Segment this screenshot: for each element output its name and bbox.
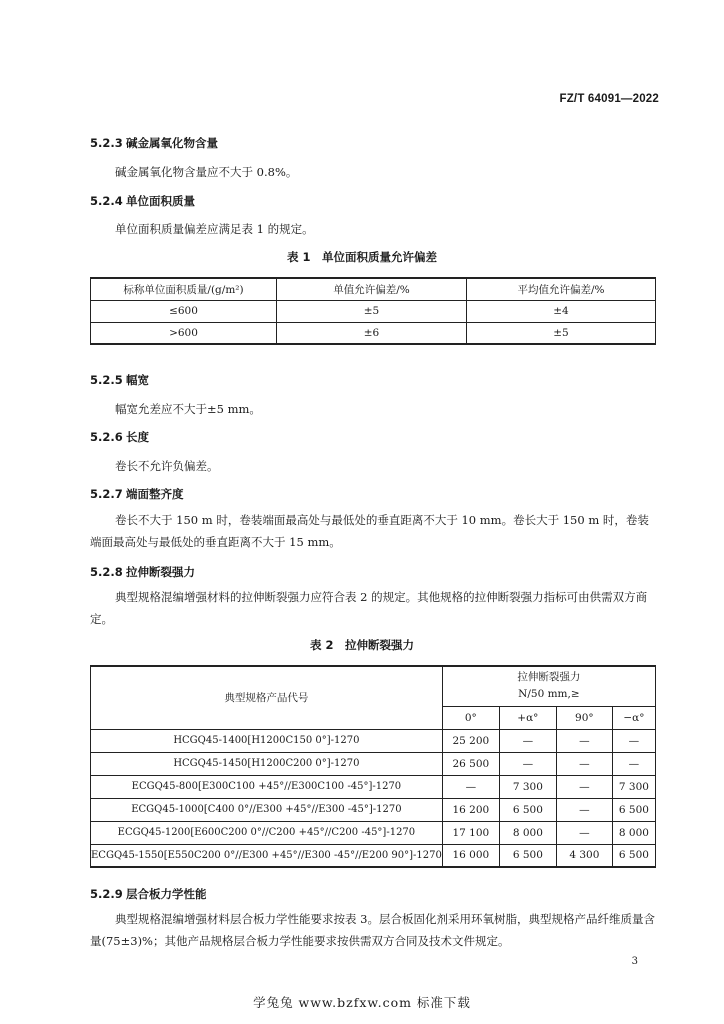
section-title: 碱金属氧化物含量 — [126, 136, 218, 150]
section-heading-5-2-8 — [90, 564, 195, 580]
table-cell: — — [556, 775, 612, 798]
section-number: 5.2.8 — [90, 565, 123, 579]
section-heading-5-2-6 — [90, 429, 149, 445]
table-cell: — — [612, 752, 655, 775]
group-header-unit: N/50 mm,≥ — [518, 688, 580, 701]
section-text-5-2-3: 碱金属氧化物含量应不大于 0.8%。 — [115, 165, 298, 179]
table-cell: — — [556, 729, 612, 752]
table-header-cell: 0° — [442, 706, 499, 729]
section-heading-5-2-7 — [90, 486, 184, 502]
table-cell: 7 300 — [612, 775, 655, 798]
footer-watermark: 学兔兔 www.bzfxw.com 标准下载 — [253, 995, 471, 1010]
table-cell: 6 500 — [612, 798, 655, 821]
table-cell: 4 300 — [556, 844, 612, 867]
table-cell: >600 — [91, 322, 277, 344]
section-text-5-2-9: 典型规格混编增强材料层合板力学性能要求按表 3。层合板固化剂采用环氧树脂，典型规格产品纤维质量含量(75±3)%；其他产品规格层合板力学性能要求按供需双方合同及技术文件规定。 — [90, 912, 655, 948]
table-header-cell: −α° — [612, 706, 655, 729]
table-header-cell: 90° — [556, 706, 612, 729]
section-number: 5.2.4 — [90, 194, 123, 208]
table-cell: 6 500 — [499, 844, 556, 867]
section-number: 5.2.5 — [90, 373, 123, 387]
table2-caption: 表 2 拉伸断裂强力 — [309, 638, 414, 652]
table-cell: 16 000 — [442, 844, 499, 867]
table-cell: ±5 — [467, 322, 656, 344]
section-number: 5.2.9 — [90, 887, 123, 901]
section-text-5-2-8: 典型规格混编增强材料的拉伸断裂强力应符合表 2 的规定。其他规格的拉伸断裂强力指标可由供需双方商定。 — [90, 590, 648, 626]
section-text-5-2-5: 幅宽允差应不大于±5 mm。 — [115, 402, 261, 416]
table-header-cell: +α° — [499, 706, 556, 729]
standard-code: FZ/T 64091—2022 — [559, 93, 659, 105]
table-cell: ±6 — [277, 322, 467, 344]
table-cell: — — [556, 798, 612, 821]
section-text-5-2-6: 卷长不允许负偏差。 — [115, 459, 219, 473]
table-cell: 6 500 — [612, 844, 655, 867]
section-title: 端面整齐度 — [126, 487, 184, 501]
table-row — [91, 729, 656, 752]
table-cell: — — [499, 729, 556, 752]
table-row — [91, 322, 656, 344]
table-header-row — [91, 278, 656, 300]
table-cell: ECGQ45-1000[C400 0°//E300 +45°//E300 -45°]-1270 — [91, 798, 443, 821]
table-cell: ≤600 — [91, 300, 277, 322]
table-row — [91, 775, 656, 798]
table-header-cell: 单值允许偏差/% — [277, 278, 467, 300]
table1 — [90, 277, 656, 345]
table-cell: 17 100 — [442, 821, 499, 844]
section-heading-5-2-3 — [90, 135, 218, 151]
section-title: 幅宽 — [126, 373, 149, 387]
table-header-cell: 典型规格产品代号 — [91, 666, 443, 729]
table-cell: ±4 — [467, 300, 656, 322]
table-row — [91, 798, 656, 821]
table-cell: — — [556, 821, 612, 844]
table-row — [91, 300, 656, 322]
section-title: 层合板力学性能 — [126, 887, 207, 901]
table-cell: 7 300 — [499, 775, 556, 798]
group-header-title: 拉伸断裂强力 — [517, 671, 581, 684]
section-text-5-2-7: 卷长不大于 150 m 时，卷装端面最高处与最低处的垂直距离不大于 10 mm。卷长大于 150 m 时，卷装端面最高处与最低处的垂直距离不大于 15 mm。 — [90, 513, 649, 549]
table-cell: — — [499, 752, 556, 775]
table-cell: ±5 — [277, 300, 467, 322]
table-cell: 8 000 — [612, 821, 655, 844]
table-header-cell: 平均值允许偏差/% — [467, 278, 656, 300]
table-row — [91, 844, 656, 867]
table-cell: 16 200 — [442, 798, 499, 821]
section-heading-5-2-5 — [90, 372, 149, 388]
table2 — [90, 665, 656, 868]
section-text-5-2-4: 单位面积质量偏差应满足表 1 的规定。 — [115, 222, 314, 236]
table-header-cell: 标称单位面积质量/(g/m²) — [91, 278, 277, 300]
table-cell: 25 200 — [442, 729, 499, 752]
table-cell: ECGQ45-1200[E600C200 0°//C200 +45°//C200 -45°]-1270 — [91, 821, 443, 844]
section-title: 拉伸断裂强力 — [126, 565, 195, 579]
table-cell: 26 500 — [442, 752, 499, 775]
table-cell: 8 000 — [499, 821, 556, 844]
table-row — [91, 752, 656, 775]
table-cell: ECGQ45-1550[E550C200 0°//E300 +45°//E300 -45°//E200 90°]-1270 — [91, 844, 443, 867]
table1-caption: 表 1 单位面积质量允许偏差 — [286, 250, 437, 264]
table-group-header — [442, 666, 655, 706]
table-cell: — — [612, 729, 655, 752]
section-number: 5.2.6 — [90, 430, 123, 444]
section-number: 5.2.3 — [90, 136, 123, 150]
table-cell: HCGQ45-1400[H1200C150 0°]-1270 — [91, 729, 443, 752]
table-header-row — [91, 666, 656, 706]
section-title: 长度 — [126, 430, 149, 444]
table-cell: 6 500 — [499, 798, 556, 821]
section-heading-5-2-4 — [90, 193, 195, 209]
section-number: 5.2.7 — [90, 487, 123, 501]
table-row — [91, 821, 656, 844]
section-title: 单位面积质量 — [126, 194, 195, 208]
table-cell: — — [556, 752, 612, 775]
table-cell: ECGQ45-800[E300C100 +45°//E300C100 -45°]-1270 — [91, 775, 443, 798]
table-cell: HCGQ45-1450[H1200C200 0°]-1270 — [91, 752, 443, 775]
page-number: 3 — [631, 956, 638, 967]
section-heading-5-2-9 — [90, 886, 207, 902]
table-cell: — — [442, 775, 499, 798]
